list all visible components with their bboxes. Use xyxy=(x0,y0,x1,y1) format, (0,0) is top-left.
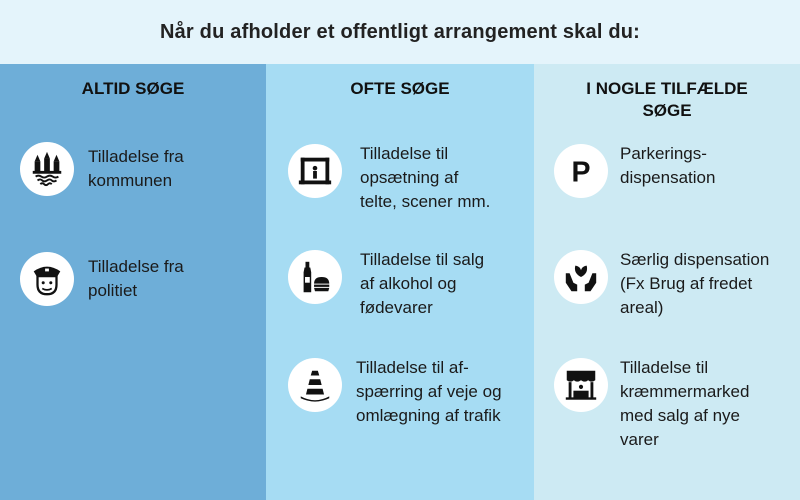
page-title: Når du afholder et offentligt arrangement skal du: xyxy=(0,0,800,64)
column-always-apply xyxy=(0,64,266,500)
column-often-apply xyxy=(266,64,534,500)
column-title: ALTID SØGE xyxy=(81,79,185,98)
item-label: Parkerings- dispensation xyxy=(620,144,716,187)
stage-icon xyxy=(288,144,342,198)
hands-leaf-icon xyxy=(554,250,608,304)
column-sometimes-apply xyxy=(534,64,800,500)
list-item xyxy=(554,358,749,452)
item-label: Særlig dispensation (Fx Brug af fredet areal) xyxy=(620,250,770,317)
list-item xyxy=(288,358,502,428)
svg-text:P: P xyxy=(571,156,591,189)
item-label: Tilladelse til salg af alkohol og fødevarer xyxy=(360,250,485,317)
market-stall-icon xyxy=(554,358,608,412)
traffic-cone-icon xyxy=(288,358,342,412)
item-label: Tilladelse til kræmmermarked med salg af nye varer xyxy=(620,358,750,449)
parking-icon xyxy=(554,144,608,198)
item-label: Tilladelse fra politiet xyxy=(88,257,184,300)
list-item xyxy=(554,144,715,198)
copenhagen-coat-of-arms-icon xyxy=(20,142,74,196)
list-item xyxy=(20,252,184,306)
bottle-burger-icon xyxy=(288,250,342,304)
list-item xyxy=(288,144,490,214)
column-title: I NOGLE TILFÆLDE SØGE xyxy=(586,79,748,120)
list-item xyxy=(554,250,769,320)
item-label: Tilladelse til opsætning af telte, scener mm. xyxy=(360,144,491,211)
list-item xyxy=(288,250,484,320)
list-item xyxy=(20,142,184,196)
column-title: OFTE SØGE xyxy=(350,79,450,98)
item-label: Tilladelse til af- spærring af veje og omlægning af trafik xyxy=(356,358,502,425)
police-officer-icon xyxy=(20,252,74,306)
item-label: Tilladelse fra kommunen xyxy=(88,147,184,190)
